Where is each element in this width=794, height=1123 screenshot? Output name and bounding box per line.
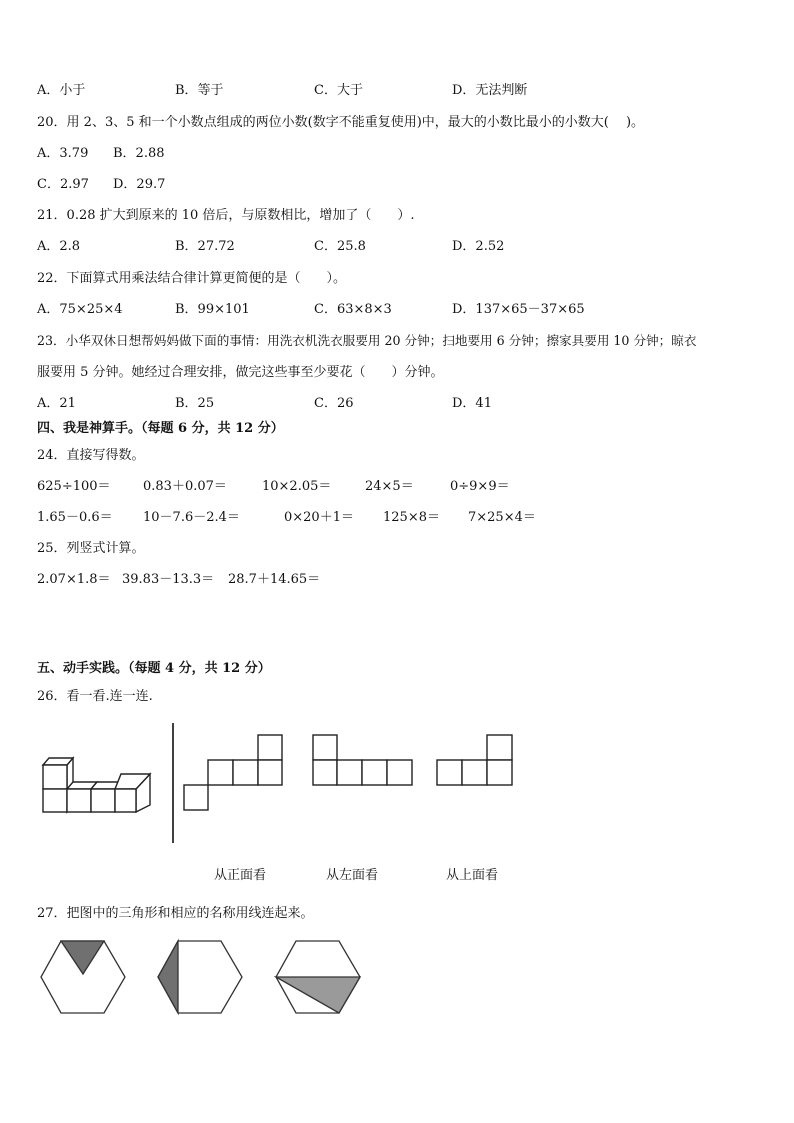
q25-item1: 2.07×1.8＝: [37, 572, 111, 587]
q24-row1-item4: 24×5＝: [365, 479, 414, 494]
section5-title: 五、动手实践。（每题 4 分，共 12 分）: [37, 661, 271, 676]
q22-text: 22．下面算式用乘法结合律计算更简便的是（ ）。: [37, 271, 347, 286]
q24-row1-item1: 625÷100＝: [37, 479, 111, 494]
q23-option-c: C．26: [314, 396, 354, 411]
q20-option-d: D．29.7: [113, 177, 166, 192]
front-view-label: 从正面看: [214, 868, 267, 883]
q25-text: 25．列竖式计算。: [37, 541, 145, 556]
q21-option-b: B．27.72: [175, 239, 235, 254]
q20-option-a: A．3.79: [37, 146, 89, 161]
figure-divider-line: [171, 723, 175, 843]
q23-option-d: D．41: [452, 396, 492, 411]
q24-row2-item1: 1.65－0.6＝: [37, 510, 113, 525]
q20-text: 20．用 2、3、5 和一个小数点组成的两位小数(数字不能重复使用)中，最大的小数比最小的小数大( )。: [37, 115, 645, 130]
q21-option-a: A．2.8: [37, 239, 81, 254]
q19-option-c: C．大于: [314, 83, 363, 98]
q22-option-a: A．75×25×4: [37, 302, 123, 317]
q25-item3: 28.7＋14.65＝: [228, 572, 321, 587]
view-figure-3: [436, 734, 514, 786]
section4-title: 四、我是神算手。（每题 6 分，共 12 分）: [37, 421, 284, 436]
view-figure-1: [183, 734, 284, 811]
q23-text-line1: 23．小华双休日想帮妈妈做下面的事情：用洗衣机洗衣服要用 20 分钟；扫地要用 6 分钟；擦家具要用 10 分钟；晾衣: [37, 333, 697, 348]
q24-row2-item5: 7×25×4＝: [468, 510, 536, 525]
q21-option-c: C．25.8: [314, 239, 366, 254]
top-view-label: 从上面看: [446, 868, 499, 883]
q24-text: 24．直接写得数。: [37, 448, 145, 463]
q21-option-d: D．2.52: [452, 239, 505, 254]
hexagon-triangle-figure-2: [157, 940, 243, 1015]
q20-option-c: C．2.97: [37, 177, 89, 192]
q19-option-d: D．无法判断: [452, 83, 528, 98]
cube-arrangement-figure: [40, 758, 152, 812]
q24-row2-item3: 0×20＋1＝: [284, 510, 354, 525]
q24-row1-item2: 0.83＋0.07＝: [143, 479, 227, 494]
q25-item2: 39.83－13.3＝: [122, 572, 215, 587]
hexagon-triangle-figure-3: [275, 940, 361, 1015]
q26-text: 26．看一看.连一连.: [37, 689, 153, 704]
q22-option-d: D．137×65－37×65: [452, 302, 585, 317]
hexagon-triangle-figure-1: [40, 940, 126, 1015]
q24-row2-item2: 10－7.6－2.4＝: [143, 510, 240, 525]
q22-option-b: B．99×101: [175, 302, 250, 317]
q23-text-line2: 服要用 5 分钟。她经过合理安排，做完这些事至少要花（ ）分钟。: [37, 365, 444, 380]
q24-row1-item5: 0÷9×9＝: [450, 479, 510, 494]
q21-text: 21．0.28 扩大到原来的 10 倍后，与原数相比，增加了（ ）.: [37, 208, 415, 223]
q24-row1-item3: 10×2.05＝: [262, 479, 332, 494]
q23-option-b: B．25: [175, 396, 215, 411]
q27-text: 27．把图中的三角形和相应的名称用线连起来。: [37, 906, 314, 921]
q19-option-b: B．等于: [175, 83, 224, 98]
q24-row2-item4: 125×8＝: [383, 510, 440, 525]
left-view-label: 从左面看: [326, 868, 379, 883]
q23-option-a: A．21: [37, 396, 76, 411]
q22-option-c: C．63×8×3: [314, 302, 392, 317]
view-figure-2: [312, 734, 414, 786]
q19-option-a: A．小于: [37, 83, 86, 98]
q20-option-b: B．2.88: [113, 146, 165, 161]
